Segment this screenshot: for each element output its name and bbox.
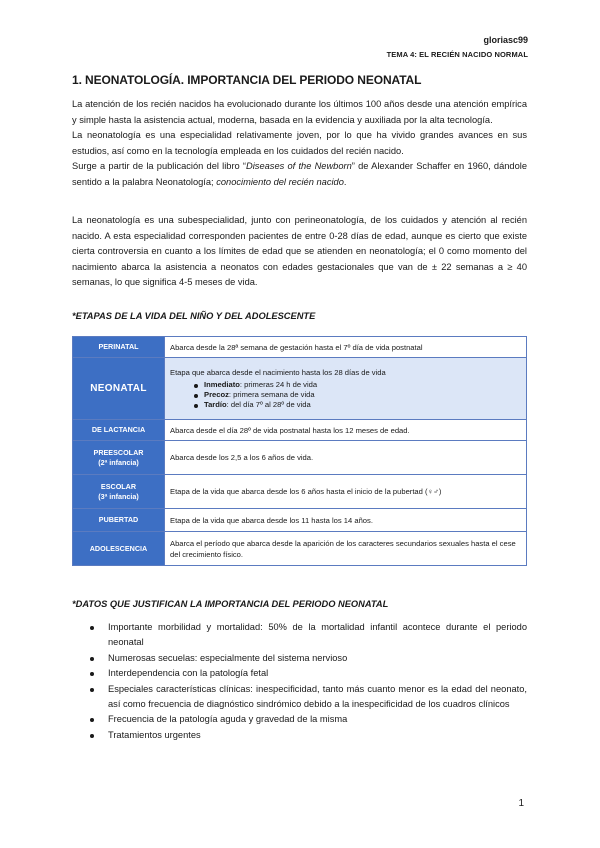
neonatology-meaning: conocimiento del recién nacido: [216, 176, 344, 187]
stage-label-main: PREESCOLAR: [93, 447, 144, 457]
stage-label: DE LACTANCIA: [73, 420, 165, 441]
table-row: [73, 420, 527, 441]
reasons-heading: *DATOS QUE JUSTIFICAN LA IMPORTANCIA DEL PERIODO NEONATAL: [72, 599, 389, 609]
list-item: Especiales características clínicas: inespecificidad, tanto más cuanto menor es la edad del neonato, así como frecuencia de diagnóstico sindrómico debido a la inespecificidad de los cuadros clínicos: [90, 682, 527, 713]
stage-description-text: Etapa que abarca desde el nacimiento hasta los 28 días de vida: [170, 368, 386, 377]
stages-heading: *ETAPAS DE LA VIDA DEL NIÑO Y DEL ADOLESCENTE: [72, 311, 316, 321]
stage-label-sub: (3ª infancia): [98, 491, 139, 501]
page-number: 1: [518, 798, 524, 809]
neonatal-subperiods: [170, 380, 521, 410]
list-item: Tratamientos urgentes: [90, 728, 527, 743]
stage-description: [165, 358, 527, 420]
intro-sentence-1: La atención de los recién nacidos ha evolucionado durante los últimos 100 años desde una atención empírica y simple hasta la asistencia actual, moderna, basada en la evidencia y auxiliada por la alta tecnología.: [72, 99, 527, 125]
list-item: Interdependencia con la patología fetal: [90, 666, 527, 681]
intro-sentence-2: La neonatología es una especialidad relativamente joven, por lo que ha vivido grandes avances en sus estudios, así como en la tecnología empleada en los cuidados del recién nacido.: [72, 130, 527, 156]
list-item: Importante morbilidad y mortalidad: 50% de la mortalidad infantil acontece durante el periodo neonatal: [90, 620, 527, 651]
subperiod-text: : primeras 24 h de vida: [239, 380, 318, 389]
stage-description: Abarca el período que abarca desde la aparición de los caracteres secundarios sexuales hasta el cese del crecimiento físico.: [165, 532, 527, 566]
stage-description: Etapa de la vida que abarca desde los 11 hasta los 14 años.: [165, 509, 527, 532]
intro-paragraph: [72, 97, 527, 191]
stage-label-main: ESCOLAR: [100, 481, 137, 491]
subperiod-term: Tardío: [204, 400, 227, 409]
stage-description: Abarca desde los 2,5 a los 6 años de vida.: [165, 441, 527, 475]
table-row: [73, 358, 527, 420]
intro-text-pre: Surge a partir de la publicación del libro “: [72, 161, 247, 172]
reasons-list: [90, 620, 527, 743]
stage-description: Etapa de la vida que abarca desde los 6 años hasta el inicio de la pubertad (♀♂): [165, 475, 527, 509]
subspecialty-paragraph: La neonatología es una subespecialidad, junto con perineonatología, de los cuidados y atención al recién nacido. A esta especialidad corresponden pacientes de entre 0-28 días de edad, aunque es cierto que existe cierta controversia en cuanto a los límites de edad que se atienden en neonatología; el 0 como momento del nacimiento abarca la asistencia a neonatos con edades gestacionales que van de ± 22 semanas a ≥ 40 semanas, lo que significa 4-5 meses de vida.: [72, 215, 527, 288]
intro-text-end: .: [343, 176, 347, 187]
stage-description: Abarca desde la 28ª semana de gestación hasta el 7º día de vida postnatal: [165, 337, 527, 358]
header-author: gloriasc99: [483, 35, 528, 45]
subperiod-term: Inmediato: [204, 380, 240, 389]
stage-label: PUBERTAD: [73, 509, 165, 532]
life-stages-table: [72, 336, 527, 566]
stage-label: [73, 441, 165, 475]
stage-label: NEONATAL: [73, 358, 165, 420]
table-row: [73, 509, 527, 532]
stage-description: Abarca desde el día 28º de vida postnatal hasta los 12 meses de edad.: [165, 420, 527, 441]
section-title: 1. NEONATOLOGÍA. IMPORTANCIA DEL PERIODO NEONATAL: [72, 73, 422, 87]
subperiod-term: Precoz: [204, 390, 229, 399]
subperiod-text: : primera semana de vida: [228, 390, 315, 399]
header-topic: TEMA 4: EL RECIÉN NACIDO NORMAL: [386, 50, 528, 59]
list-item: [170, 400, 521, 410]
list-item: [170, 380, 521, 390]
list-item: [170, 390, 521, 400]
intro-sentence-3: [72, 159, 527, 190]
subperiod-text: : del día 7º al 28º de vida: [226, 400, 311, 409]
intro-text-mid: ” de Alexander Schaffer en 1960, dándole sentido a la palabra Neonatología;: [72, 161, 528, 187]
stage-label: ADOLESCENCIA: [73, 532, 165, 566]
table-row: [73, 532, 527, 566]
stage-label: PERINATAL: [73, 337, 165, 358]
table-row: [73, 441, 527, 475]
stage-label: [73, 475, 165, 509]
list-item: Numerosas secuelas: especialmente del sistema nervioso: [90, 651, 527, 666]
table-row: [73, 475, 527, 509]
stage-label-sub: (2ª infancia): [98, 457, 139, 467]
list-item: Frecuencia de la patología aguda y gravedad de la misma: [90, 712, 527, 727]
book-title: Diseases of the Newborn: [246, 161, 352, 172]
table-row: [73, 337, 527, 358]
